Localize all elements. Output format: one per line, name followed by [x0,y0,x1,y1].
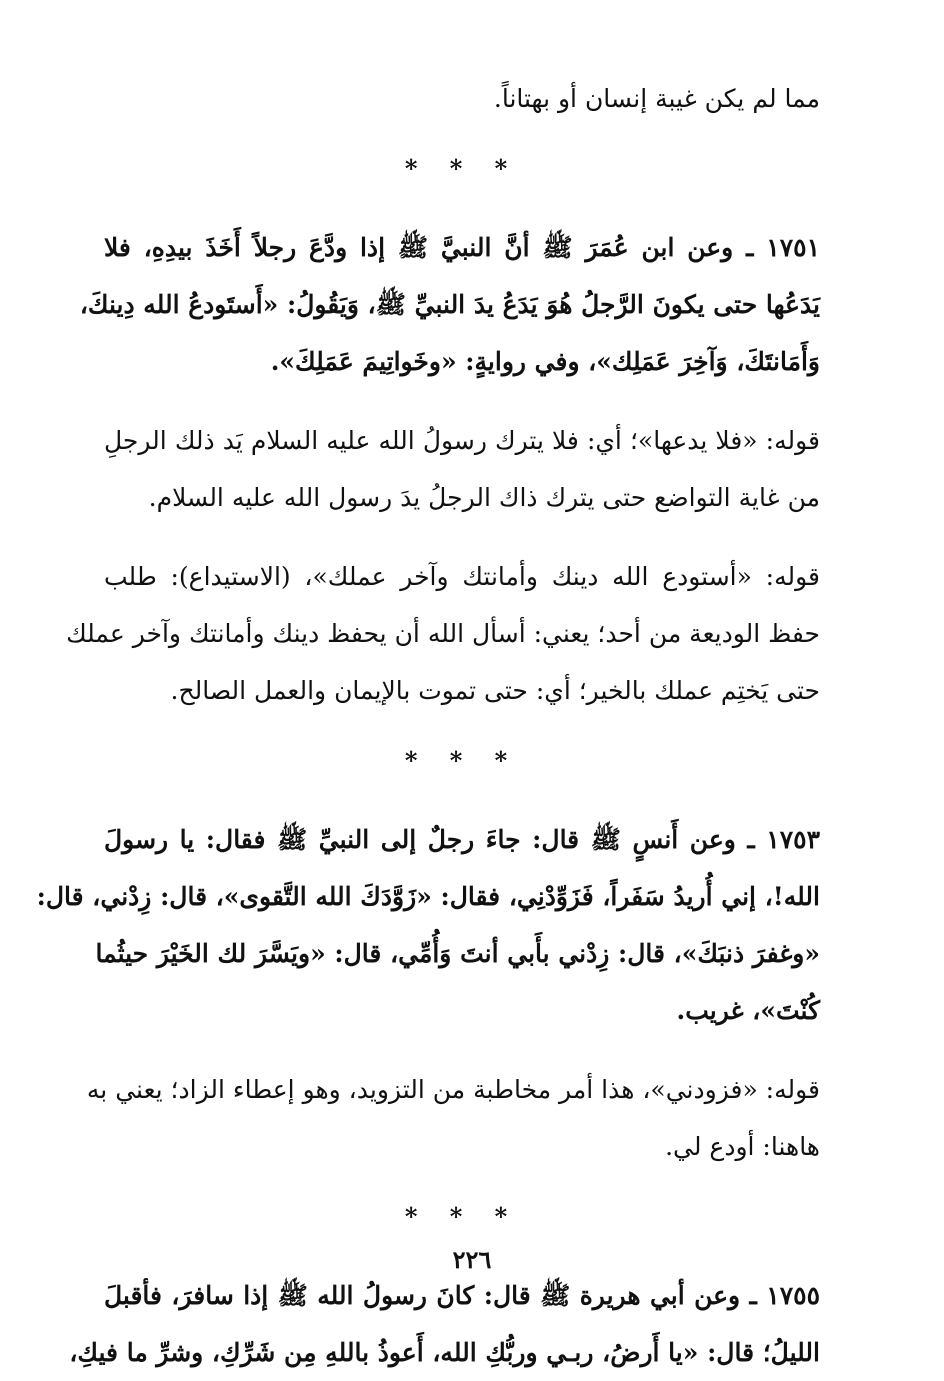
text-line: وَأَمَانتَكَ، وَآخِرَ عَمَلِك»، وفي روايةٍ: «وخَواتِيمَ عَمَلِكَ». [270,347,820,376]
hadith-1755 [69,1267,820,1381]
section-separator: * * * [404,746,520,775]
hadith-1751 [79,219,820,390]
text-line: قوله: «فلا يدعها»؛ أي: فلا يترك رسولُ الله عليه السلام يَد ذلك الرجلِ [104,426,820,455]
text-line: الله!، إني أُريدُ سَفَراً، فَزَوِّدْنِي، فقال: «زَوَّدَكَ الله التَّقوى»، قال: زِدْني، قال: [36,882,820,911]
text-line: حفظ الوديعة من أحد؛ يعني: أسأل الله أن يحفظ دينك وأمانتك وآخر عملك [66,619,820,648]
page-body [36,70,820,1381]
text-line: قوله: «أستودع الله دينك وأمانتك وآخر عملك»، (الاستيداع): طلب [104,562,820,591]
section-separator: * * * [404,154,520,183]
text-line: من غاية التواضع حتى يترك ذاك الرجلُ يدَ رسول الله عليه السلام. [148,483,820,512]
text-line: ١٧٥١ ـ وعن ابن عُمَرَ ﷺ أنَّ النبيَّ ﷺ إذا ودَّعَ رجلاً أَخَذَ بيدِهِ، فلا [104,233,820,262]
hadith-1753 [36,811,820,1039]
text-line: ١٧٥٣ ـ وعن أَنسٍ ﷺ قال: جاءَ رجلٌ إلى النبيِّ ﷺ فقال: يا رسولَ [104,825,820,854]
text-line: قوله: «فزودني»، هذا أمر مخاطبة من التزويد، وهو إعطاء الزاد؛ يعني به [86,1075,820,1104]
text-line: مما لم يكن غيبة إنسان أو بهتاناً. [493,84,820,113]
commentary-1751-b [66,548,820,719]
text-line: الليلُ؛ قال: «يا أَرضُ، ربـي وربُّكِ الله، أَعوذُ باللهِ مِن شَرِّكِ، وشرِّ ما فيكِ، [69,1338,820,1367]
section-separator: * * * [404,1202,520,1231]
text-line: «وغفرَ ذنبَكَ»، قال: زِدْني بأَبي أنتَ وَأُمِّي، قال: «ويَسَّرَ لك الخَيْرَ حيثُما [95,939,820,968]
text-line: هاهنا: أودع لي. [665,1132,820,1161]
commentary-1751-a [104,412,820,526]
text-line: يَدَعُها حتى يكونَ الرَّجلُ هُوَ يَدَعُ يدَ النبيِّ ﷺ، وَيَقُولُ: «أَستَودعُ الله دِينكَ، [79,290,820,319]
text-line: ١٧٥٥ ـ وعن أبي هريرة ﷺ قال: كانَ رسولُ الله ﷺ إذا سافرَ، فأقبلَ [104,1281,820,1310]
text-line: حتى يَختِم عملك بالخير؛ أي: حتى تموت بالإيمان والعمل الصالح. [170,676,820,705]
intro-paragraph [104,70,820,127]
commentary-1753 [86,1061,820,1175]
text-line: كُنْتَ»، غريب. [676,996,820,1025]
page-number: ٢٢٦ [452,1245,492,1274]
